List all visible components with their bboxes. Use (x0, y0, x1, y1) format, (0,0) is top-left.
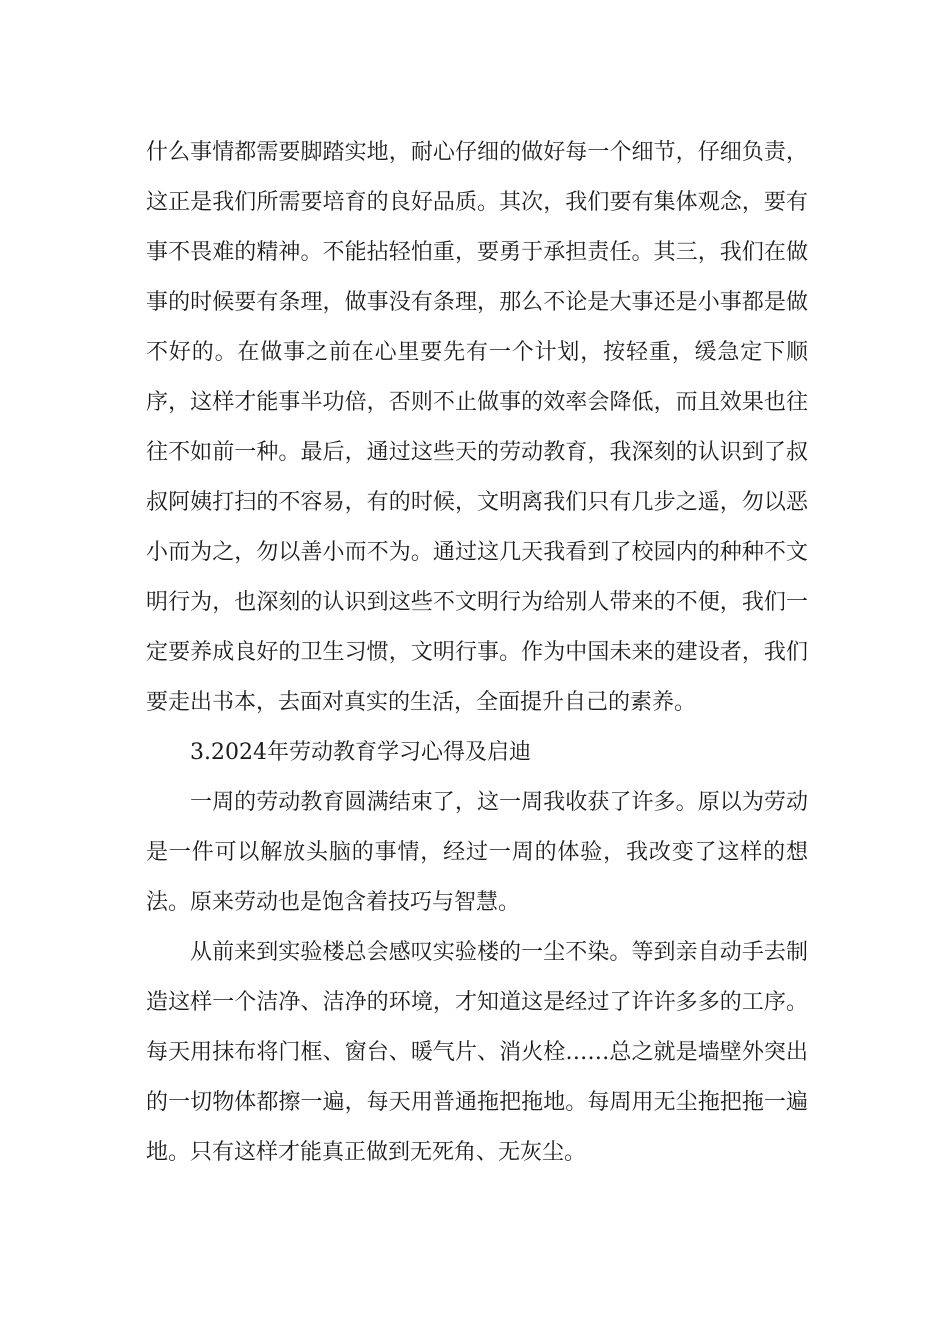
paragraph-3: 从前来到实验楼总会感叹实验楼的一尘不染。等到亲自动手去制造这样一个洁净、洁净的环境，才知道这是经过了许许多多的工序。每天用抹布将门框、窗台、暖气片、消火栓……总之就是墙壁外突出的一切物体都擦一遍，每天用普通拖把拖地。每周用无尘拖把拖一遍地。只有这样才能真正做到无死角、无灰尘。 (146, 940, 808, 1165)
paragraph-continued: 什么事情都需要脚踏实地，耐心仔细的做好每一个细节，仔细负责，这正是我们所需要培育的良好品质。其次，我们要有集体观念，要有事不畏难的精神。不能拈轻怕重，要勇于承担责任。其三，我们在做事的时候要有条理，做事没有条理，那么不论是大事还是小事都是做不好的。在做事之前在心里要先有一个计划，按轻重，缓急定下顺序，这样才能事半功倍，否则不止做事的效率会降低，而且效果也往往不如前一种。最后，通过这些天的劳动教育，我深刻的认识到了叔叔阿姨打扫的不容易，有的时候，文明离我们只有几步之遥，勿以恶小而为之，勿以善小而不为。通过这几天我看到了校园内的种种不文明行为，也深刻的认识到这些不文明行为给别人带来的不便，我们一定要养成良好的卫生习惯，文明行事。作为中国未来的建设者，我们要走出书本，去面对真实的生活，全面提升自己的素养。 (146, 140, 808, 715)
paragraph-2: 一周的劳动教育圆满结束了，这一周我收获了许多。原以为劳动是一件可以解放头脑的事情，经过一周的体验，我改变了这样的想法。原来劳动也是饱含着技巧与智慧。 (146, 790, 808, 915)
document-body (146, 128, 808, 1178)
section-heading: 3.2024年劳动教育学习心得及启迪 (190, 740, 531, 765)
